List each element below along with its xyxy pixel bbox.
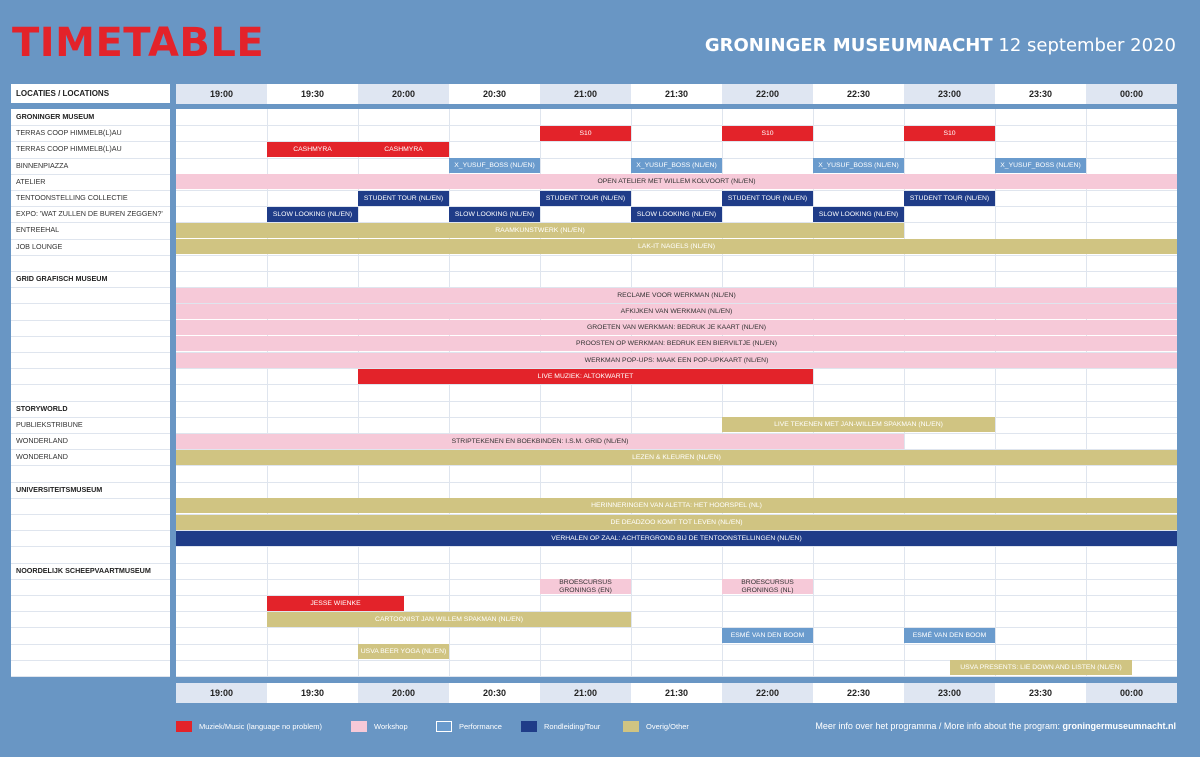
event-tour[interactable]: VERHALEN OP ZAAL: ACHTERGROND BIJ DE TENTOONSTELLINGEN (NL/EN) xyxy=(176,531,1177,546)
row-divider xyxy=(11,255,170,256)
bottom-time-2100: 21:00 xyxy=(540,683,631,703)
event-tour[interactable]: STUDENT TOUR (NL/EN) xyxy=(722,191,813,206)
event-tour[interactable]: STUDENT TOUR (NL/EN) xyxy=(904,191,995,206)
bottom-time-2300: 23:00 xyxy=(904,683,995,703)
row-divider xyxy=(11,546,170,547)
event-perf[interactable]: X_YUSUF_BOSS (NL/EN) xyxy=(449,158,540,173)
bottom-time-2330: 23:30 xyxy=(995,683,1086,703)
event-workshop[interactable]: BROESCURSUS GRONINGS (EN) xyxy=(540,579,631,594)
row-divider xyxy=(176,190,1177,191)
event-workshop[interactable]: AFKIJKEN VAN WERKMAN (NL/EN) xyxy=(176,304,1177,319)
row-divider xyxy=(11,287,170,288)
location-label: WONDERLAND xyxy=(16,436,68,445)
event-perf[interactable]: X_YUSUF_BOSS (NL/EN) xyxy=(995,158,1086,173)
row-divider xyxy=(176,627,1177,628)
event-title xyxy=(705,34,1176,58)
location-label: TERRAS COOP HIMMELB(L)AU xyxy=(16,144,122,153)
row-divider xyxy=(11,368,170,369)
event-other[interactable]: USVA BEER YOGA (NL/EN) xyxy=(358,644,449,659)
row-divider xyxy=(176,482,1177,483)
top-time-2130: 21:30 xyxy=(631,84,722,104)
row-divider xyxy=(176,579,1177,580)
event-perf[interactable]: ESMÉ VAN DEN BOOM xyxy=(722,628,813,643)
event-tour[interactable]: STUDENT TOUR (NL/EN) xyxy=(358,191,449,206)
location-label: BINNENPIAZZA xyxy=(16,161,69,170)
row-divider xyxy=(11,660,170,661)
venue-heading: STORYWORLD xyxy=(16,404,68,413)
top-time-2300: 23:00 xyxy=(904,84,995,104)
event-other[interactable]: LIVE TEKENEN MET JAN-WILLEM SPAKMAN (NL/EN) xyxy=(722,417,995,432)
bottom-time-1930: 19:30 xyxy=(267,683,358,703)
row-divider xyxy=(11,320,170,321)
legend-performance-label: Performance xyxy=(459,721,502,731)
more-info-text: Meer info over het programma / More info about the program: xyxy=(815,721,1060,731)
column-divider xyxy=(813,109,814,676)
legend-tour-label: Rondleiding/Tour xyxy=(544,721,601,731)
venue-heading: UNIVERSITEITSMUSEUM xyxy=(16,485,103,494)
row-divider xyxy=(11,384,170,385)
location-label: WONDERLAND xyxy=(16,452,68,461)
legend-music xyxy=(176,719,322,733)
event-workshop[interactable]: RECLAME VOOR WERKMAN (NL/EN) xyxy=(176,288,1177,303)
time-header-bottom xyxy=(176,683,1177,703)
time-header-top xyxy=(176,84,1177,104)
event-music[interactable]: S10 xyxy=(904,126,995,141)
row-divider xyxy=(11,303,170,304)
row-divider xyxy=(11,644,170,645)
row-divider xyxy=(176,384,1177,385)
event-other[interactable]: RAAMKUNSTWERK (NL/EN) xyxy=(176,223,904,238)
website-link[interactable]: groningermuseumnacht.nl xyxy=(1062,721,1176,731)
column-divider xyxy=(995,109,996,676)
location-label: TENTOONSTELLING COLLECTIE xyxy=(16,193,128,202)
row-divider xyxy=(11,352,170,353)
location-label: EXPO: 'WAT ZULLEN DE BUREN ZEGGEN?' xyxy=(16,209,163,218)
legend-music-label: Muziek/Music (language no problem) xyxy=(199,721,322,731)
row-divider xyxy=(11,530,170,531)
legend-other xyxy=(623,719,689,733)
top-time-2100: 21:00 xyxy=(540,84,631,104)
row-divider xyxy=(176,465,1177,466)
top-time-2000: 20:00 xyxy=(358,84,449,104)
event-other[interactable]: LAK-IT NAGELS (NL/EN) xyxy=(176,239,1177,254)
row-divider xyxy=(176,644,1177,645)
event-music[interactable]: JESSE WIENKE xyxy=(267,596,404,611)
event-music[interactable]: S10 xyxy=(540,126,631,141)
legend-tour-swatch xyxy=(521,721,537,732)
row-divider xyxy=(11,579,170,580)
event-tour[interactable]: SLOW LOOKING (NL/EN) xyxy=(267,207,358,222)
venue-heading: GRID GRAFISCH MUSEUM xyxy=(16,274,108,283)
location-label: PUBLIEKSTRIBUNE xyxy=(16,420,83,429)
row-divider xyxy=(11,336,170,337)
event-music[interactable]: S10 xyxy=(722,126,813,141)
top-time-1930: 19:30 xyxy=(267,84,358,104)
bottom-time-1900: 19:00 xyxy=(176,683,267,703)
top-time-2030: 20:30 xyxy=(449,84,540,104)
top-time-1900: 19:00 xyxy=(176,84,267,104)
legend-workshop xyxy=(351,719,408,733)
legend-workshop-label: Workshop xyxy=(374,721,408,731)
event-workshop[interactable]: STRIPTEKENEN EN BOEKBINDEN: I.S.M. GRID (NL/EN) xyxy=(176,434,904,449)
location-label: JOB LOUNGE xyxy=(16,242,63,251)
column-divider xyxy=(449,109,450,676)
event-tour[interactable]: SLOW LOOKING (NL/EN) xyxy=(449,207,540,222)
location-label: ATELIER xyxy=(16,177,46,186)
row-divider xyxy=(176,417,1177,418)
event-other[interactable]: DE DEADZOO KOMT TOT LEVEN (NL/EN) xyxy=(176,515,1177,530)
bottom-time-2030: 20:30 xyxy=(449,683,540,703)
event-workshop[interactable]: GROETEN VAN WERKMAN: BEDRUK JE KAART (NL/EN) xyxy=(176,320,1177,335)
bottom-time-2230: 22:30 xyxy=(813,683,904,703)
top-time-2200: 22:00 xyxy=(722,84,813,104)
event-workshop[interactable]: PROOSTEN OP WERKMAN: BEDRUK EEN BIERVILTJE (NL/EN) xyxy=(176,336,1177,351)
event-other[interactable]: LEZEN & KLEUREN (NL/EN) xyxy=(176,450,1177,465)
top-time-2230: 22:30 xyxy=(813,84,904,104)
row-divider xyxy=(11,676,170,677)
bottom-time-2000: 20:00 xyxy=(358,683,449,703)
row-divider xyxy=(176,255,1177,256)
row-divider xyxy=(176,271,1177,272)
legend-other-label: Overig/Other xyxy=(646,721,689,731)
row-divider xyxy=(176,401,1177,402)
event-date: 12 september 2020 xyxy=(998,35,1176,56)
event-workshop[interactable]: WERKMAN POP-UPS: MAAK EEN POP-UPKAART (NL/EN) xyxy=(176,353,1177,368)
row-divider xyxy=(176,563,1177,564)
event-tour[interactable]: SLOW LOOKING (NL/EN) xyxy=(813,207,904,222)
column-divider xyxy=(1086,109,1087,676)
row-divider xyxy=(11,595,170,596)
location-label: TERRAS COOP HIMMELB(L)AU xyxy=(16,128,122,137)
top-time-2330: 23:30 xyxy=(995,84,1086,104)
column-divider xyxy=(267,109,268,676)
event-workshop[interactable]: BROESCURSUS GRONINGS (NL) xyxy=(722,579,813,594)
row-divider xyxy=(11,627,170,628)
schedule-grid xyxy=(176,109,1177,676)
page-title: TIMETABLE xyxy=(12,20,265,66)
bottom-time-2130: 21:30 xyxy=(631,683,722,703)
event-music[interactable]: CASHMYRA xyxy=(358,142,449,157)
locations-header: LOCATIES / LOCATIONS xyxy=(11,84,170,103)
bottom-time-0000: 00:00 xyxy=(1086,683,1177,703)
legend-other-swatch xyxy=(623,721,639,732)
row-divider xyxy=(11,498,170,499)
column-divider xyxy=(631,109,632,676)
location-label: ENTREEHAL xyxy=(16,225,60,234)
event-perf[interactable]: X_YUSUF_BOSS (NL/EN) xyxy=(631,158,722,173)
event-perf[interactable]: ESMÉ VAN DEN BOOM xyxy=(904,628,995,643)
event-other[interactable]: HERINNERINGEN VAN ALETTA: HET HOORSPEL (NL) xyxy=(176,498,1177,513)
row-divider xyxy=(176,676,1177,677)
venue-heading: GRONINGER MUSEUM xyxy=(16,112,95,121)
event-name: GRONINGER MUSEUMNACHT xyxy=(704,35,993,56)
legend-performance xyxy=(436,719,502,733)
row-divider xyxy=(11,465,170,466)
venue-heading: NOORDELIJK SCHEEPVAARTMUSEUM xyxy=(16,566,151,575)
event-perf[interactable]: X_YUSUF_BOSS (NL/EN) xyxy=(813,158,904,173)
event-tour[interactable]: SLOW LOOKING (NL/EN) xyxy=(631,207,722,222)
event-other[interactable]: CARTOONIST JAN WILLEM SPAKMAN (NL/EN) xyxy=(267,612,631,627)
legend-performance-swatch xyxy=(436,721,452,732)
event-other[interactable]: USVA PRESENTS: LIE DOWN AND LISTEN (NL/EN) xyxy=(950,660,1132,675)
bottom-time-2200: 22:00 xyxy=(722,683,813,703)
more-info xyxy=(815,719,1176,733)
row-divider xyxy=(176,546,1177,547)
event-music[interactable]: CASHMYRA xyxy=(267,142,358,157)
top-time-0000: 00:00 xyxy=(1086,84,1177,104)
legend-tour xyxy=(521,719,600,733)
row-divider xyxy=(11,611,170,612)
event-tour[interactable]: STUDENT TOUR (NL/EN) xyxy=(540,191,631,206)
legend-music-swatch xyxy=(176,721,192,732)
event-music[interactable]: LIVE MUZIEK: ALTOKWARTET xyxy=(358,369,813,384)
event-workshop[interactable]: OPEN ATELIER MET WILLEM KOLVOORT (NL/EN) xyxy=(176,174,1177,189)
row-divider xyxy=(11,514,170,515)
locations-column xyxy=(11,109,170,676)
row-divider xyxy=(176,125,1177,126)
legend-workshop-swatch xyxy=(351,721,367,732)
